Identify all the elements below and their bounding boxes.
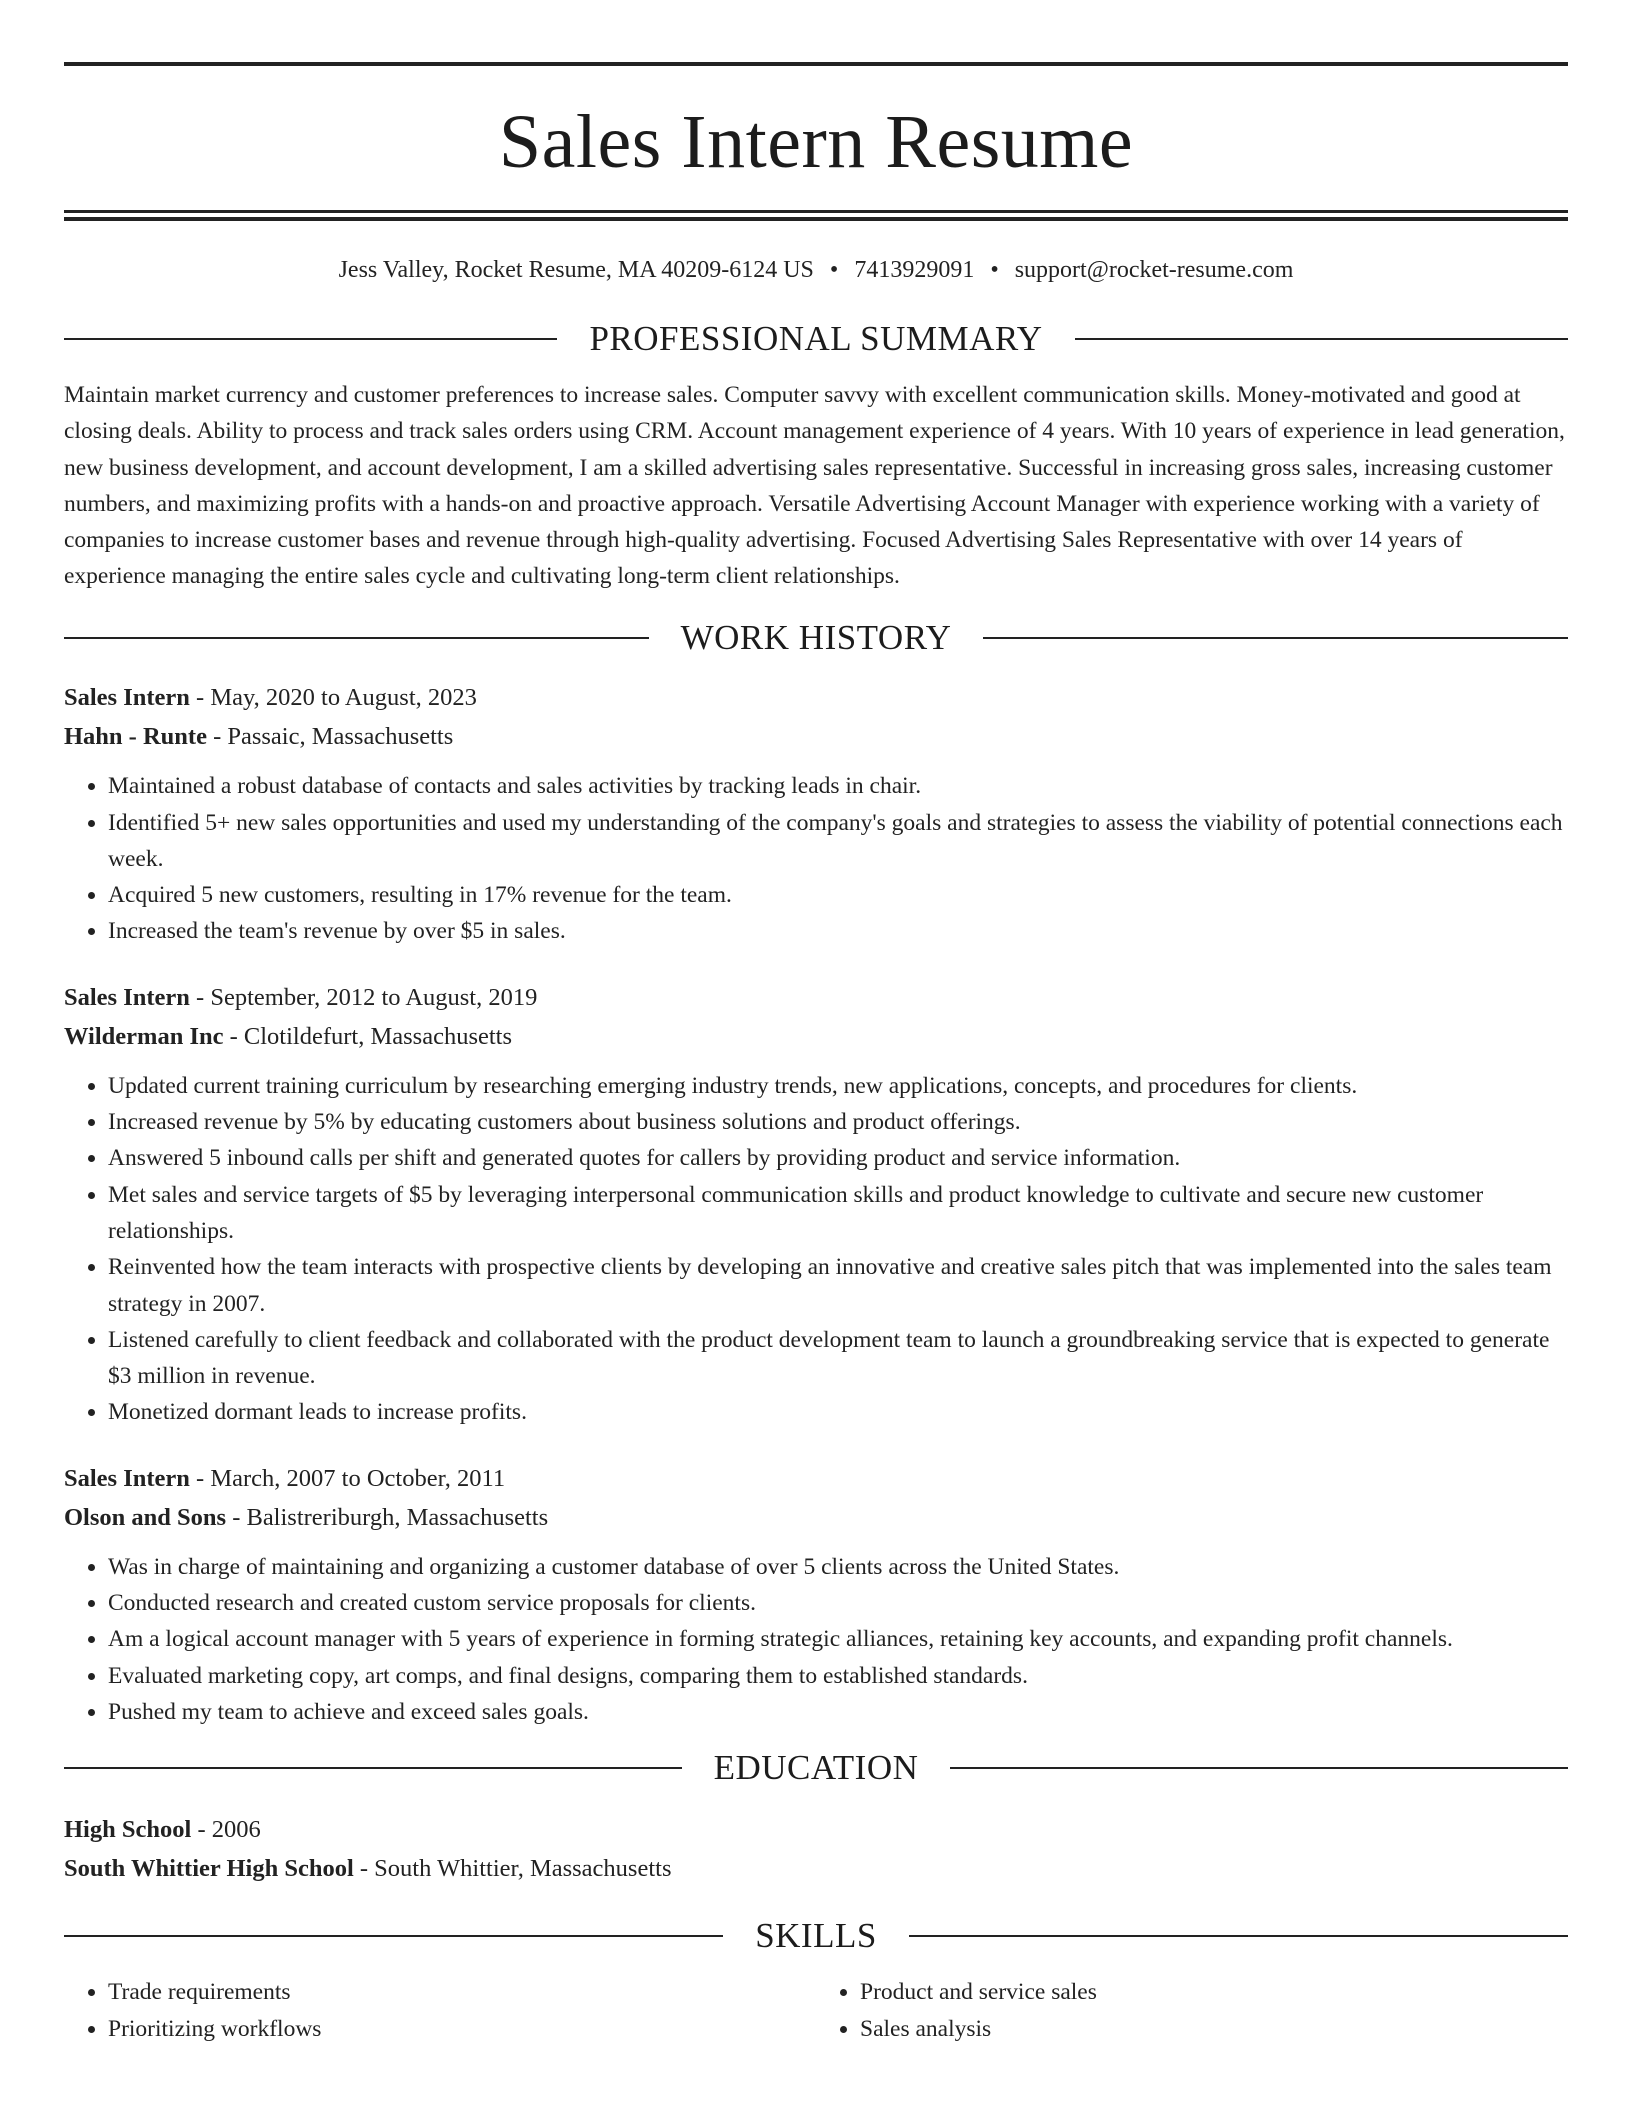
job-bullet: • Increased the team's revenue by over $5 in sales. — [108, 913, 1568, 949]
education-year: - 2006 — [191, 1816, 261, 1844]
job-role: Sales Intern — [64, 684, 190, 712]
job-location: - Clotildefurt, Massachusetts — [223, 1022, 513, 1050]
job-company: Wilderman Inc — [64, 1022, 224, 1050]
top-rule — [64, 62, 1568, 66]
heading-rule-right — [983, 637, 1568, 639]
job-bullet: • Acquired 5 new customers, resulting in 17% revenue for the team. — [108, 877, 1568, 913]
heading-rule-left — [64, 338, 557, 340]
job-entry — [64, 978, 1568, 1431]
education-heading — [64, 1748, 1568, 1788]
summary-heading-label: PROFESSIONAL SUMMARY — [589, 319, 1043, 358]
job-role-line — [64, 978, 1568, 1017]
job-entry — [64, 678, 1568, 949]
education-heading-label: EDUCATION — [713, 1748, 919, 1788]
summary-text: Maintain market currency and customer preferences to increase sales. Computer savvy with excellent communication skills. Money-motivated and good at closing deals. Ability to process and track sales orders using CRM. Account management experience of 4 years. With 10 years of experience in lead generation, new business development, and account development, I am a skilled advertising sales representative. Successful in increasing gross sales, increasing customer numbers, and maximizing profits with a hands-on and proactive approach. Versatile Advertising Account Manager with experience working with a variety of companies to increase customer bases and revenue through high-quality advertising. Focused Advertising Sales Representative with over 14 years of experience managing the entire sales cycle and cultivating long-term client relationships. — [64, 382, 1565, 590]
job-bullet: • Answered 5 inbound calls per shift and generated quotes for callers by providing product and service information. — [108, 1140, 1568, 1176]
work-history-list — [64, 678, 1568, 1730]
job-dates: - September, 2012 to August, 2019 — [189, 983, 538, 1011]
job-role: Sales Intern — [64, 1464, 190, 1492]
skills-heading — [64, 1916, 1568, 1956]
skills-columns — [64, 1974, 1568, 2047]
job-company: Olson and Sons — [64, 1503, 227, 1531]
job-bullet: • Increased revenue by 5% by educating customers about business solutions and product offerings. — [108, 1104, 1568, 1140]
job-company-line — [64, 717, 1568, 756]
skill-item: • Product and service sales — [860, 1974, 1568, 2010]
skill-item: • Sales analysis — [860, 2011, 1568, 2047]
summary-heading — [64, 319, 1568, 359]
title-double-rule — [64, 210, 1568, 221]
contact-phone: 7413929091 — [854, 257, 975, 283]
education-degree-line — [64, 1810, 1568, 1849]
job-bullet: • Listened carefully to client feedback and collaborated with the product development team to launch a groundbreaking service that is expected to generate $3 million in revenue. — [108, 1322, 1568, 1395]
job-bullet-list — [64, 768, 1568, 949]
job-bullet: • Maintained a robust database of contacts and sales activities by tracking leads in chair. — [108, 768, 1568, 804]
heading-rule-left — [64, 1935, 723, 1937]
contact-line — [64, 255, 1568, 285]
job-bullet-list — [64, 1068, 1568, 1431]
job-role: Sales Intern — [64, 983, 190, 1011]
contact-email: support@rocket-resume.com — [1014, 257, 1294, 283]
work-heading — [64, 618, 1568, 658]
skills-left-list — [64, 1974, 816, 2047]
education-degree: High School — [64, 1816, 192, 1844]
education-location: - South Whittier, Massachusetts — [353, 1855, 672, 1883]
skill-item: • Trade requirements — [108, 1974, 816, 2010]
job-bullet: • Was in charge of maintaining and organizing a customer database of over 5 clients across the United States. — [108, 1549, 1568, 1585]
job-bullet: • Evaluated marketing copy, art comps, and final designs, comparing them to established standards. — [108, 1658, 1568, 1694]
job-location: - Balistreriburgh, Massachusetts — [226, 1503, 549, 1531]
skills-right-list — [816, 1974, 1568, 2047]
heading-rule-left — [64, 637, 649, 639]
job-company-line — [64, 1017, 1568, 1056]
work-heading-label: WORK HISTORY — [680, 618, 952, 658]
job-bullet: • Pushed my team to achieve and exceed sales goals. — [108, 1694, 1568, 1730]
job-bullet: • Met sales and service targets of $5 by leveraging interpersonal communication skills and product knowledge to cultivate and secure new customer relationships. — [108, 1177, 1568, 1250]
job-dates: - May, 2020 to August, 2023 — [189, 684, 477, 712]
job-dates: - March, 2007 to October, 2011 — [189, 1464, 506, 1492]
job-bullet: • Identified 5+ new sales opportunities and used my understanding of the company's goals and strategies to assess the viability of potential connections each week. — [108, 805, 1568, 878]
education-school-line — [64, 1849, 1568, 1888]
job-bullet: • Monetized dormant leads to increase profits. — [108, 1394, 1568, 1430]
job-bullet-list — [64, 1549, 1568, 1730]
job-bullet: • Reinvented how the team interacts with prospective clients by developing an innovative and creative sales pitch that was implemented into the sales team strategy in 2007. — [108, 1249, 1568, 1322]
job-bullet: • Conducted research and created custom service proposals for clients. — [108, 1585, 1568, 1621]
skill-item: • Prioritizing workflows — [108, 2011, 816, 2047]
heading-rule-left — [64, 1767, 682, 1769]
job-location: - Passaic, Massachusetts — [206, 723, 454, 751]
contact-address: Jess Valley, Rocket Resume, MA 40209-6124 US — [338, 257, 814, 283]
heading-rule-right — [909, 1935, 1568, 1937]
resume-title: Sales Intern Resume — [498, 100, 1134, 184]
contact-separator: • — [990, 257, 999, 283]
job-company-line — [64, 1498, 1568, 1537]
education-entry — [64, 1810, 1568, 1888]
skills-heading-label: SKILLS — [755, 1916, 877, 1956]
job-role-line — [64, 678, 1568, 717]
job-entry — [64, 1459, 1568, 1730]
job-bullet: • Am a logical account manager with 5 years of experience in forming strategic alliances, retaining key accounts, and expanding profit channels. — [108, 1621, 1568, 1657]
resume-page — [64, 0, 1568, 2047]
heading-rule-right — [1075, 338, 1568, 340]
education-school: South Whittier High School — [64, 1855, 354, 1883]
job-company: Hahn - Runte — [64, 723, 207, 751]
heading-rule-right — [950, 1767, 1568, 1769]
job-bullet: • Updated current training curriculum by researching emerging industry trends, new applications, concepts, and procedures for clients. — [108, 1068, 1568, 1104]
job-role-line — [64, 1459, 1568, 1498]
contact-separator: • — [829, 257, 839, 283]
